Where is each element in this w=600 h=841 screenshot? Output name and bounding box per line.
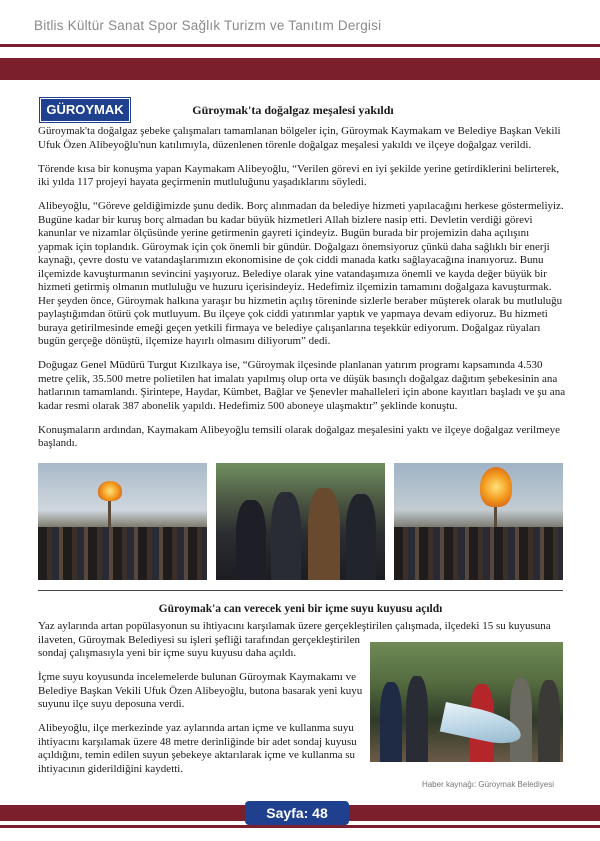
paragraph: Törende kısa bir konuşma yapan Kaymakam Alibeyoğlu, “Verilen görevi en iyi şekilde yerine getirdiklerini belirterek, iki yılda 117 projeyi hayata geçirmenin mutluluğunu yaşadıklarını söyledi. [38, 162, 560, 188]
footer-divider [0, 825, 600, 828]
paragraph: Yaz aylarında artan popülasyonun su ihtiyacını karşılamak üzere gerçekleştirilen çalışmada, ilçedeki 15 su kuyusuna [38, 620, 551, 632]
article-title: Güroymak'a can verecek yeni bir içme suyu kuyusu açıldı [158, 603, 443, 615]
photo-gas-flame [394, 463, 563, 580]
article-body [38, 125, 566, 461]
section-badge: GÜROYMAK [40, 98, 130, 122]
header-band [0, 58, 600, 80]
magazine-title: Bitlis Kültür Sanat Spor Sağlık Turizm ve Tanıtım Dergisi [34, 18, 382, 33]
paragraph: Alibeyoğlu, ilçe merkezinde yaz aylarında artan içme ve kullanma suyu ihtiyacını karşılamak üzere 48 metre derinliğinde bir adet sondaj kuyusu açıldığını, temin edilen suyun şebekeye aktarılarak içme ve kullanma su ihtiyacının giderildiğini kaydetti. [38, 722, 357, 775]
paragraph: İçme suyu koyusunda incelemelerde bulunan Güroymak Kaymakamı ve Belediye Başkan Vekili Ufuk Özen Alibeyoğlu, butona basarak yeni kuyu suyunu ilçe suyu deposuna verdi. [38, 671, 363, 710]
news-source: Haber kaynağı: Güroymak Belediyesi [421, 780, 554, 789]
article-title: Güroymak'ta doğalgaz meşalesi yakıldı [192, 103, 394, 117]
paragraph: Konuşmaların ardından, Kaymakam Alibeyoğlu temsili olarak doğalgaz meşalesini yaktı ve ilçeye doğalgaz verilmeye başlandı. [38, 423, 561, 449]
section-divider [38, 590, 563, 591]
photo-water-well [370, 642, 563, 762]
paragraph: Doğugaz Genel Müdürü Turgut Kızılkaya ise, “Güroymak ilçesinde planlanan yatırım programı kapsamında 4.530 metre çelik, 35.500 metre polietilen hat imalatı yapılmış olup orta ve düşük basınçlı doğalgaz dağıtım şebekesinin ana hatlarının tamamlandı. Şirintepe, Haydar, Kümbet, Bağlar ve Şenevler mahalleleri için abone kayıtları başladı ve şu ana kadar resmi olarak 387 abonelik yapıldı. Hedefimiz 500 aboneye ulaşmaktır” şeklinde konuştu. [38, 359, 566, 412]
paragraph: ilaveten, Güroymak Belediyesi su işleri şefliği tarafından gerçekleştirilen sondaj çalışmasıyla yeni bir içme suyu kuyusu daha açıldı. [38, 633, 360, 659]
header-divider [0, 44, 600, 47]
photo-officials-group [216, 463, 385, 580]
paragraph: Güroymak'ta doğalgaz şebeke çalışmaları tamamlanan bölgeler için, Güroymak Kaymakam ve Belediye Başkan Vekili Ufuk Özen Alibeyoğlu'nun katılımıyla, düzenlenen törenle doğalgaz meşalesi yakıldı ve ilçeye doğalgaz verildi. [38, 125, 561, 151]
page-number: Sayfa: 48 [245, 801, 349, 825]
photo-ceremony-torch [38, 463, 207, 580]
paragraph: Alibeyoğlu, “Göreve geldiğimizde şunu dedik. Borç alınmadan da belediye hizmeti yapılacağını herkese göstermeliyiz. Bugüne kadar bir kuruş borç almadan bu kadar büyük hizmetleri Allah bizlere nasip etti. Devletin verdiği görevi kanunlar ve nizamlar ölçüsünde yerine getirmenin gayreti içindeyiz. Bugün burada bir projemizin daha açılışını yapmak için toplandık. Güroymak için çok önemli bir gündür. Doğalgazı önemsiyoruz çünkü daha sağlıklı bir enerji kaynağı, çevre dostu ve vatandaşlarımızın ekonomisine de çok ciddi manada katkı sağlayacağına inanıyoruz. Bunu ilçemizde kavuşturmanın sevincini yaşıyoruz. Belediye olarak yine vatandaşımıza önemli ve kayda değer büyük bir hizmeti getirmiş olmanın mutluluğu ve huzuru içerisindeyiz. Hedefimiz ilçemizin tamamını doğalgaza kavuşturmak. Her şeyden önce, Güroymak halkına yaraşır bu hizmetin açılış töreninde sizlerle beraber müşterek olarak bu mutluluğu paylaştığımdan ötürü çok mutluyum. Bu ilçeye çok ciddi yatırımlar yaptık ve yapmaya devam ediyoruz. Bu hizmeti buraya getirilmesinde emeği geçen yetkili firmaya ve belediye çalışanlarına teşekkür ediyorum. Doğalgaz rüyaları bugün gerçeğe dönüştü, ilçemize hayırlı olmasını diliyorum” dedi. [38, 200, 564, 347]
